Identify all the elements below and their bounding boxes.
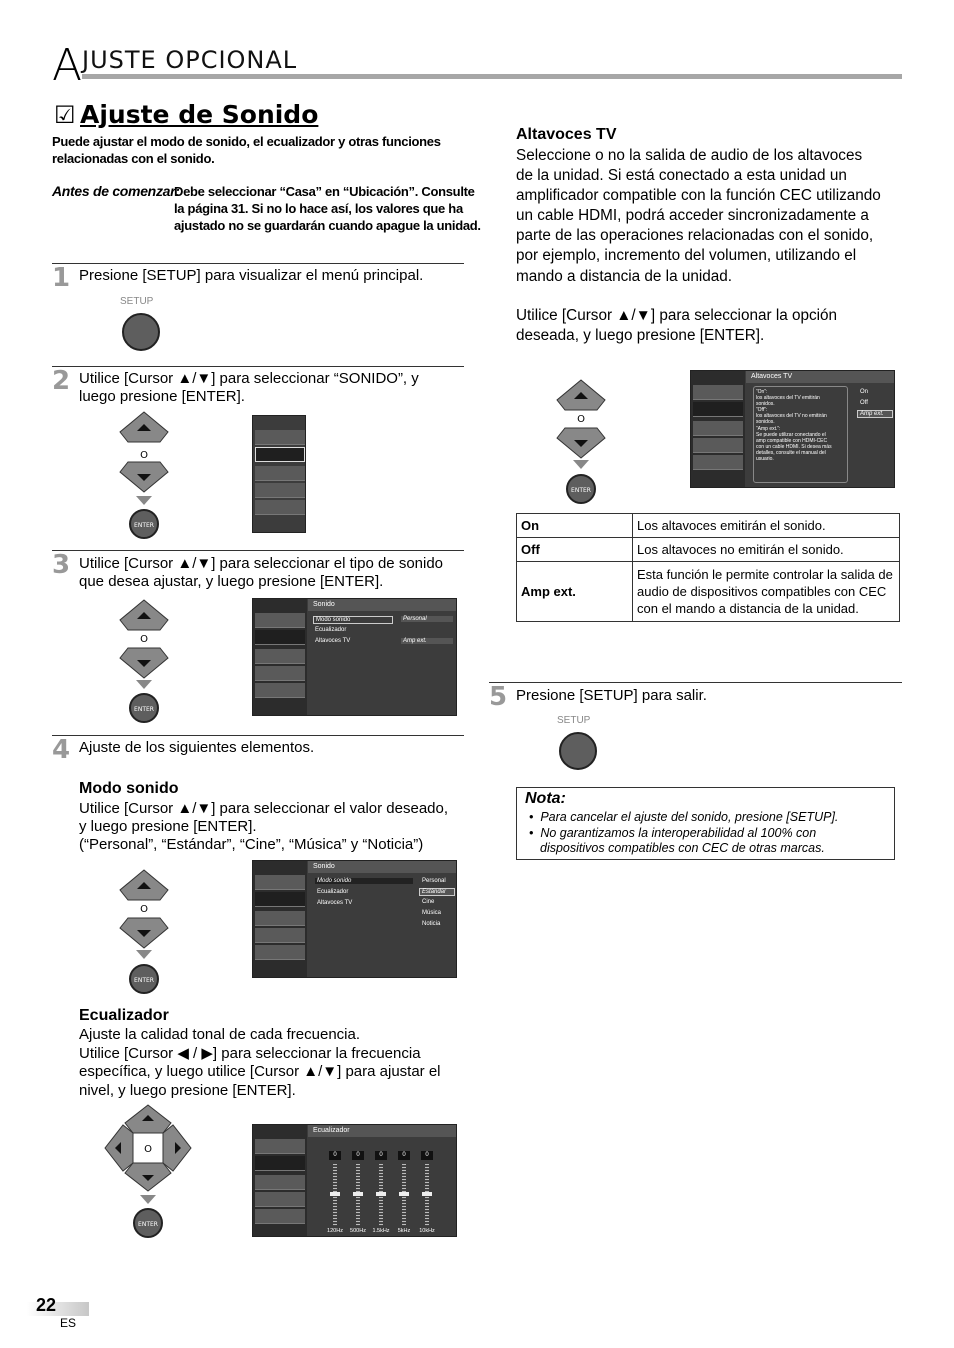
menu-tab-picture-icon [255, 430, 305, 445]
setup-label: SETUP [557, 715, 591, 726]
eq-slider-knob[interactable] [422, 1192, 432, 1196]
table-row: Amp ext. Esta función le permite controlar la salida de audio de dispositivos compatibles con CEC con el mando a distancia de la unidad. [517, 562, 900, 622]
eq-level-box: 0 [398, 1151, 410, 1160]
modo-sonido-text: Utilice [Cursor ▲/▼] para seleccionar el valor deseado, y luego presione [ENTER]. (“Personal”, “Estándar”, “Cine”, “Música” y “Noticia”) [79, 800, 449, 853]
language-code: ES [60, 1316, 77, 1330]
dpad-up-down[interactable] [118, 598, 170, 728]
svg-text:O: O [140, 634, 148, 645]
svg-text:ENTER: ENTER [138, 1221, 158, 1228]
header-rule [82, 74, 902, 79]
step-number: 4 [52, 735, 71, 765]
modo-sonido-heading: Modo sonido [79, 780, 179, 797]
svg-text:O: O [577, 414, 585, 425]
dpad-up-down[interactable] [118, 410, 170, 540]
dpad-up-down[interactable] [555, 378, 607, 508]
altavoces-menu-screen: Altavoces TV “On”: los altavoces del TV emitirán sonidos. “Off”: los altavoces del TV no emitirán sonidos. “Amp ext.”: Se puede utilizar conectando el amp compatible con HDMI-CEC con un cable HDMI. Si desea más detalles, consulte el manual del usuario. On Off Amp ext. [690, 370, 895, 488]
altavoces-text: Seleccione o no la salida de audio de los altavoces de la unidad. Si está conectado a esta unidad un amplificador compatible con la función CEC utilizando un cable HDMI, podrá acceder sincronizadamente a parte de las operaciones relacionadas con el sonido, por ejemplo, incremento del volumen, utilizando el mando a distancia de la unidad. [516, 147, 881, 285]
step-number: 1 [52, 263, 71, 293]
section-title: Ajuste de Sonido [80, 100, 319, 129]
sound-menu-screen: Sonido Modo sonido Ecualizador Altavoces TV Personal Amp ext. [252, 598, 457, 716]
svg-text:ENTER: ENTER [134, 706, 154, 713]
menu-tab-language-icon [255, 500, 305, 515]
before-text: Debe seleccionar “Casa” en “Ubicación”. Consulte la página 31. Si no lo hace así, los valores que ha ajustado no se guardarán cuando apague la unidad. [174, 184, 481, 233]
modo-sonido-menu-screen: Sonido Modo sonido Ecualizador Altavoces TV Personal Estándar Cine Música Noticia [252, 860, 457, 978]
svg-text:O: O [144, 1144, 152, 1155]
dpad-four-way[interactable] [103, 1103, 193, 1239]
step-divider [52, 735, 464, 736]
eq-level-box: 0 [329, 1151, 341, 1160]
intro-text: Puede ajustar el modo de sonido, el ecualizador y otras funciones relacionadas con el sonido. [52, 134, 441, 166]
ecualizador-text: Ajuste la calidad tonal de cada frecuencia. Utilice [Cursor ◀ / ▶] para seleccionar la frecuencia específica, y luego utilice [Cursor ▲/▼] para ajustar el nivel, y luego presione [ENTER]. [79, 1026, 441, 1099]
equalizer-menu-screen: Ecualizador 0 120Hz 0 500Hz 0 1.5kHz 0 5kHz 0 10kHz [252, 1124, 457, 1237]
setup-button[interactable] [122, 313, 160, 351]
svg-text:O: O [140, 904, 148, 915]
eq-band-label: 120Hz [327, 1228, 343, 1234]
eq-level-box: 0 [352, 1151, 364, 1160]
table-row: Off Los altavoces no emitirán el sonido. [517, 538, 900, 562]
checkbox-icon: ☑ [54, 102, 76, 129]
table-row: On Los altavoces emitirán el sonido. [517, 514, 900, 538]
svg-text:ENTER: ENTER [134, 977, 154, 984]
eq-level-box: 0 [421, 1151, 433, 1160]
menu-help-box: “On”: los altavoces del TV emitirán sonidos. “Off”: los altavoces del TV no emitirán sonidos. “Amp ext.”: Se puede utilizar conectando el amp compatible con HDMI-CEC con un cable HDMI. Si desea más detalles, consulte el manual del usuario. [753, 386, 848, 483]
page-number: 22 [36, 1295, 57, 1315]
menu-tab-setup-icon [255, 466, 305, 481]
nota-title: Nota: [525, 790, 566, 807]
altavoces-instructions: Utilice [Cursor ▲/▼] para seleccionar la opción deseada, y luego presione [ENTER]. [516, 307, 838, 345]
menu-tab-features-icon [255, 483, 305, 498]
step-number: 3 [52, 550, 71, 580]
step-divider [52, 263, 464, 264]
dpad-center-label: O [140, 450, 148, 461]
svg-text:ENTER: ENTER [134, 522, 154, 529]
eq-slider-knob[interactable] [353, 1192, 363, 1196]
step-number: 2 [52, 366, 71, 396]
nota-list: • Para cancelar el ajuste del sonido, presione [SETUP]. • No garantizamos la interoperabilidad al 100% con dispositivos compatibles con CEC de otras marcas. [529, 810, 839, 855]
step-divider [52, 366, 464, 367]
eq-band-label: 500Hz [350, 1228, 366, 1234]
header-initial: A [52, 40, 83, 91]
step2-text: Utilice [Cursor ▲/▼] para seleccionar “SONIDO”, y luego presione [ENTER]. [79, 370, 419, 405]
step1-text: Presione [SETUP] para visualizar el menú principal. [79, 267, 424, 284]
eq-level-box: 0 [375, 1151, 387, 1160]
step5-text: Presione [SETUP] para salir. [516, 687, 707, 704]
step-divider [52, 550, 464, 551]
svg-text:ENTER: ENTER [571, 487, 591, 494]
eq-band-label: 1.5kHz [372, 1228, 390, 1234]
eq-band-label: 10kHz [419, 1228, 435, 1234]
eq-slider-knob[interactable] [376, 1192, 386, 1196]
step-divider [489, 682, 902, 683]
header-title: JUSTE OPCIONAL [82, 46, 298, 74]
main-menu-screen [252, 415, 306, 533]
dpad-up-down[interactable] [118, 868, 170, 998]
step3-text: Utilice [Cursor ▲/▼] para seleccionar el tipo de sonido que desea ajustar, y luego presione [ENTER]. [79, 555, 444, 590]
step4-text: Ajuste de los siguientes elementos. [79, 739, 315, 756]
altavoces-options-table [516, 513, 900, 622]
step-number: 5 [489, 682, 508, 712]
menu-tab-sound-icon [255, 447, 305, 462]
eq-band-label: 5kHz [397, 1228, 411, 1234]
ecualizador-heading: Ecualizador [79, 1007, 169, 1024]
eq-slider-knob[interactable] [399, 1192, 409, 1196]
altavoces-heading: Altavoces TV [516, 126, 617, 143]
eq-slider-knob[interactable] [330, 1192, 340, 1196]
before-label: Antes de comenzar: [52, 183, 180, 199]
nota-box [516, 787, 895, 860]
setup-label: SETUP [120, 296, 154, 307]
menu-title: Sonido [308, 599, 456, 611]
setup-button[interactable] [559, 732, 597, 770]
